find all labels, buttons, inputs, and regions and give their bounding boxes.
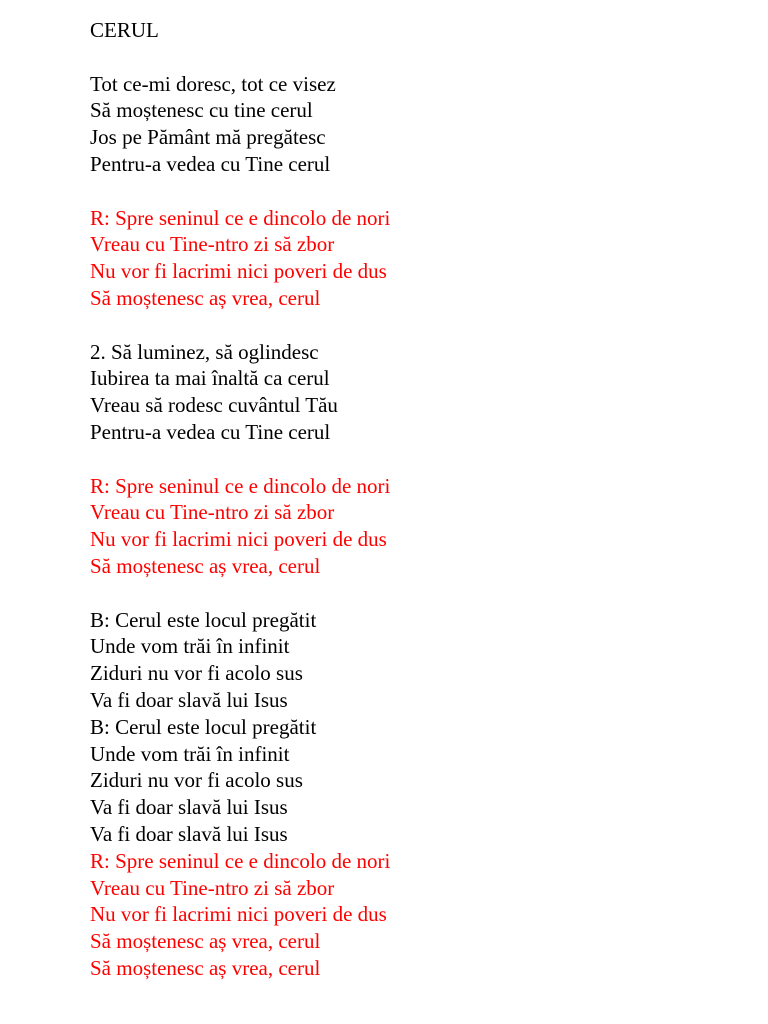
bridge-line: B: Cerul este locul pregătit [90, 714, 317, 739]
bridge-line: Va fi doar slavă lui Isus [90, 687, 288, 712]
spacer [90, 580, 750, 607]
refrain-line: Nu vor fi lacrimi nici poveri de dus [90, 259, 387, 284]
bridge-line: Va fi doar slavă lui Isus [90, 821, 288, 846]
bridge [90, 607, 750, 848]
refrain-line: Vreau cu Tine-ntro zi să zbor [90, 875, 335, 900]
spacer [90, 178, 750, 205]
refrain-line: Vreau cu Tine-ntro zi să zbor [90, 232, 335, 257]
refrain-line: R: Spre seninul ce e dincolo de nori [90, 473, 391, 498]
verse-line: Pentru-a vedea cu Tine cerul [90, 419, 331, 444]
refrain-line: Nu vor fi lacrimi nici poveri de dus [90, 902, 387, 927]
bridge-line: Va fi doar slavă lui Isus [90, 795, 288, 820]
bridge-line: Unde vom trăi în infinit [90, 634, 290, 659]
verse-line: Tot ce-mi doresc, tot ce visez [90, 71, 336, 96]
refrain-line: Să moștenesc aș vrea, cerul [90, 929, 321, 954]
bridge-line: Ziduri nu vor fi acolo sus [90, 768, 303, 793]
refrain-2 [90, 473, 750, 580]
refrain-line: Să moștenesc aș vrea, cerul [90, 955, 321, 980]
refrain-line: Nu vor fi lacrimi nici poveri de dus [90, 527, 387, 552]
verse-line: Jos pe Pământ mă pregătesc [90, 125, 326, 150]
verse-line: Pentru-a vedea cu Tine cerul [90, 151, 331, 176]
verse-line: Vreau să rodesc cuvântul Tău [90, 393, 338, 418]
refrain-line: R: Spre seninul ce e dincolo de nori [90, 848, 391, 873]
song-title: CERUL [90, 18, 159, 42]
verse-1 [90, 71, 750, 178]
refrain-line: Vreau cu Tine-ntro zi să zbor [90, 500, 335, 525]
bridge-line: Unde vom trăi în infinit [90, 741, 290, 766]
refrain-3 [90, 848, 750, 982]
verse-2 [90, 339, 750, 446]
verse-line: Să moștenesc cu tine cerul [90, 98, 313, 123]
verse-line: Iubirea ta mai înaltă ca cerul [90, 366, 330, 391]
spacer [90, 44, 750, 71]
refrain-1 [90, 205, 750, 312]
spacer [90, 312, 750, 339]
lyrics-page [90, 17, 750, 982]
bridge-line: Ziduri nu vor fi acolo sus [90, 661, 303, 686]
refrain-line: Să moștenesc aș vrea, cerul [90, 553, 321, 578]
verse-line: 2. Să luminez, să oglindesc [90, 339, 319, 364]
refrain-line: Să moștenesc aș vrea, cerul [90, 285, 321, 310]
bridge-line: B: Cerul este locul pregătit [90, 607, 317, 632]
spacer [90, 446, 750, 473]
refrain-line: R: Spre seninul ce e dincolo de nori [90, 205, 391, 230]
